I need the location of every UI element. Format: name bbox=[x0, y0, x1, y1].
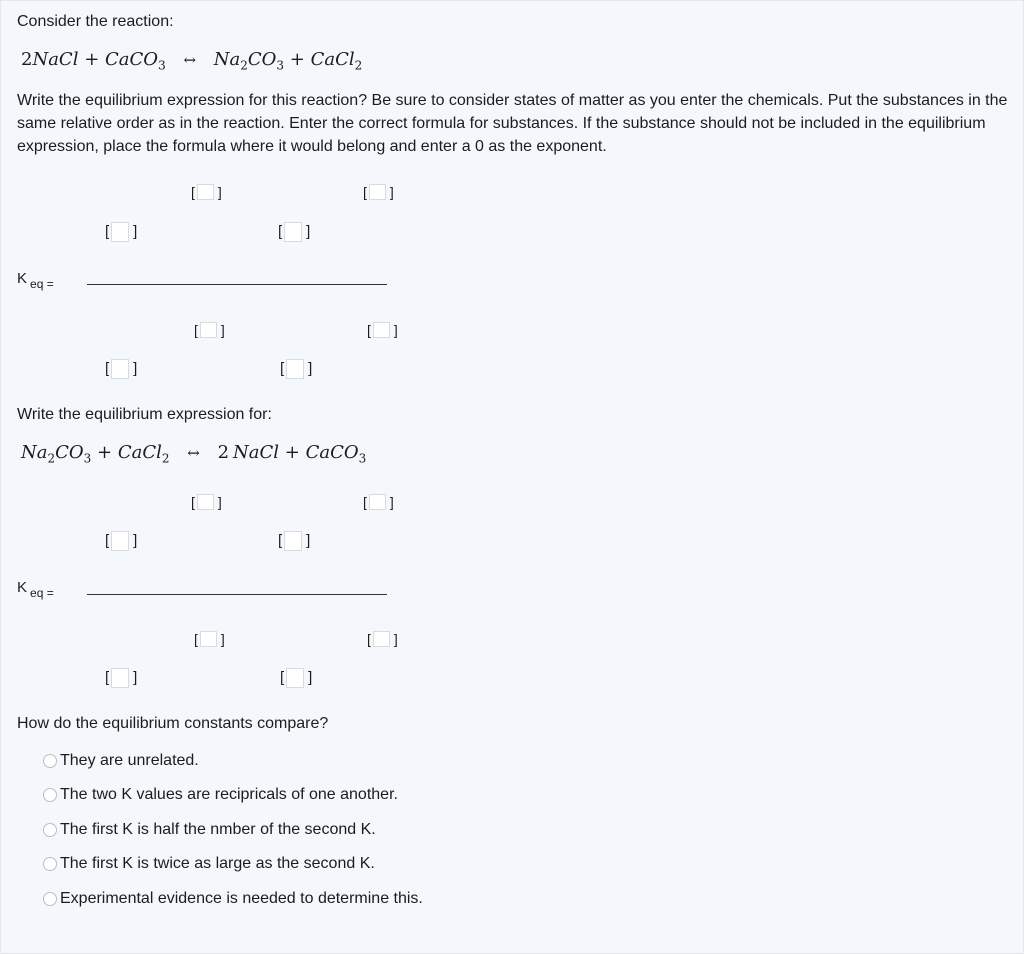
denominator-formula-slot-2: [ ] bbox=[280, 669, 313, 686]
exponent-input[interactable] bbox=[197, 494, 214, 510]
numerator-top-slot-1: [ ] bbox=[191, 184, 222, 200]
numerator-formula-slot-1: [ ] bbox=[105, 532, 138, 549]
intro-text: Consider the reaction: bbox=[17, 13, 174, 30]
exponent-input[interactable] bbox=[369, 184, 386, 200]
question-text: How do the equilibrium constants compare? bbox=[17, 715, 329, 732]
instructions-text: Write the equilibrium expression for this reaction? Be sure to consider states of matter as you enter the chemicals. Put the substances in the same relative order as in the reaction. Enter the correct formula for substances. If the substance should not be included in the equilibrium expression, place the formula where it would belong and enter a 0 as the exponent. bbox=[17, 92, 1008, 155]
reaction-2-equation: $Na_2CO_3$ + CaCl$_2$ ↔ 2 NaCl + CaCO$_3$ bbox=[21, 442, 367, 466]
fraction-line bbox=[87, 594, 387, 595]
radio-button[interactable] bbox=[43, 857, 57, 871]
formula-input[interactable] bbox=[111, 531, 129, 551]
numerator-formula-slot-2: [ ] bbox=[278, 223, 311, 240]
denominator-formula-slot-2: [ ] bbox=[280, 360, 313, 377]
answer-option[interactable]: The two K values are recipricals of one another. bbox=[43, 786, 398, 804]
exponent-input[interactable] bbox=[373, 322, 390, 338]
answer-option[interactable]: They are unrelated. bbox=[43, 752, 199, 770]
keq-label: K $_{eq =}$ bbox=[17, 270, 54, 291]
numerator-top-slot-1: [ ] bbox=[191, 494, 222, 510]
radio-button[interactable] bbox=[43, 892, 57, 906]
denominator-formula-slot-1: [ ] bbox=[105, 669, 138, 686]
keq-label: K $_{eq =}$ bbox=[17, 579, 54, 600]
numerator-top-slot-2: [ ] bbox=[363, 494, 394, 510]
formula-input[interactable] bbox=[111, 222, 129, 242]
formula-input[interactable] bbox=[111, 359, 129, 379]
exponent-input[interactable] bbox=[200, 631, 217, 647]
fraction-line bbox=[87, 284, 387, 285]
denominator-top-slot-2: [ ] bbox=[367, 631, 398, 647]
equilibrium-arrow-icon: ↔ bbox=[187, 444, 200, 462]
exponent-input[interactable] bbox=[200, 322, 217, 338]
formula-input[interactable] bbox=[286, 359, 304, 379]
answer-option[interactable]: The first K is twice as large as the second K. bbox=[43, 855, 375, 873]
formula-input[interactable] bbox=[284, 531, 302, 551]
denominator-top-slot-2: [ ] bbox=[367, 322, 398, 338]
radio-button[interactable] bbox=[43, 754, 57, 768]
formula-input[interactable] bbox=[284, 222, 302, 242]
denominator-top-slot-1: [ ] bbox=[194, 631, 225, 647]
answer-option[interactable]: Experimental evidence is needed to determine this. bbox=[43, 890, 423, 908]
numerator-formula-slot-1: [ ] bbox=[105, 223, 138, 240]
radio-button[interactable] bbox=[43, 823, 57, 837]
exponent-input[interactable] bbox=[373, 631, 390, 647]
formula-input[interactable] bbox=[111, 668, 129, 688]
numerator-top-slot-2: [ ] bbox=[363, 184, 394, 200]
reaction-1-equation: 2NaCl + CaCO$_3$ ↔ $Na_2CO_3$ + CaCl$_2$ bbox=[21, 49, 363, 73]
formula-input[interactable] bbox=[286, 668, 304, 688]
prompt-2-text: Write the equilibrium expression for: bbox=[17, 406, 272, 423]
denominator-formula-slot-1: [ ] bbox=[105, 360, 138, 377]
denominator-top-slot-1: [ ] bbox=[194, 322, 225, 338]
equilibrium-arrow-icon: ↔ bbox=[183, 51, 197, 69]
exponent-input[interactable] bbox=[197, 184, 214, 200]
radio-button[interactable] bbox=[43, 788, 57, 802]
answer-option[interactable]: The first K is half the nmber of the second K. bbox=[43, 821, 376, 839]
numerator-formula-slot-2: [ ] bbox=[278, 532, 311, 549]
exponent-input[interactable] bbox=[369, 494, 386, 510]
